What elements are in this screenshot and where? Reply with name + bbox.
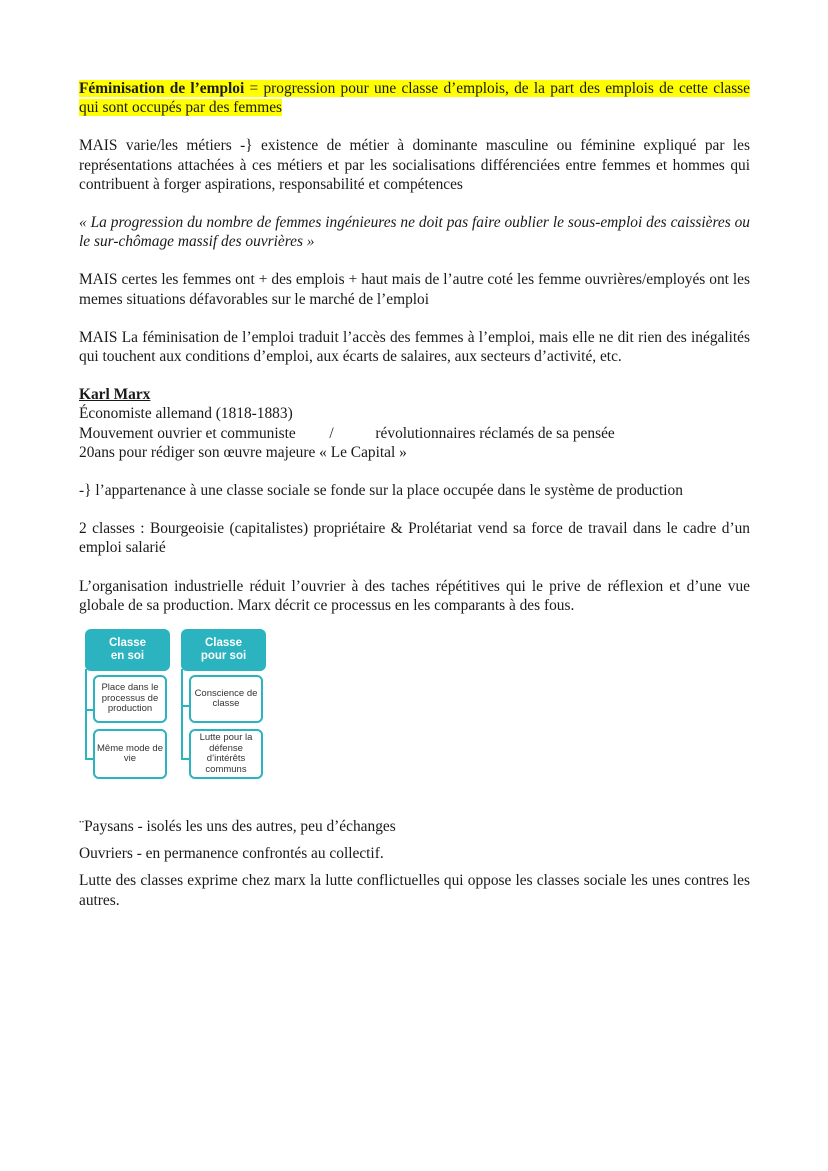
marx-movement-line [79,424,750,443]
paragraph-emplois-haut: MAIS certes les femmes ont + des emplois + haut mais de l’autre coté les femme ouvrières/employés ont les memes situations défavorables sur le marché de l’emploi [79,271,750,308]
box-meme-mode-de-vie: Même mode de vie [93,729,167,779]
paragraph-deux-classes: 2 classes : Bourgeoisie (capitalistes) propriétaire & Prolétariat vend sa force de travail dans le cadre d’un emploi salarié [79,520,750,557]
marx-heading: Karl Marx [79,386,151,404]
paragraph-metiers: MAIS varie/les métiers -} existence de métier à dominante masculine ou féminine expliqué par les représentations attachées à ces métiers et par les socialisations différenciées entre femmes et hommes qui contribuent à forger aspirations, responsabilité et compétences [79,137,750,193]
closing-paysans: ¨Paysans - isolés les uns des autres, peu d’échanges [79,818,396,836]
closing-ouvriers: Ouvriers - en permanence confrontés au collectif. [79,845,384,863]
closing-lutte-classes: Lutte des classes exprime chez marx la lutte conflictuelles qui oppose les classes sociale les unes contres les autres. [79,872,750,909]
box-lutte-defense: Lutte pour la défense d’intérêts communs [189,729,263,779]
paragraph-organisation: L’organisation industrielle réduit l’ouvrier à des taches répétitives qui le prive de réflexion et d’une vue globale de sa production. Marx décrit ce processus en les comparants à des fous. [79,577,750,614]
definition-term: Féminisation de l’emploi [79,80,245,97]
paragraph-inegalites: MAIS La féminisation de l’emploi traduit l’accès des femmes à l’emploi, mais elle ne dit rien des inégalités qui touchent aux conditions d’emploi, aux écarts de salaires, aux secteurs d’activité, etc. [79,328,750,366]
header-classe-pour-soi: Classe pour soi [181,629,266,671]
definition-paragraph [79,79,750,117]
marx-section [79,385,750,462]
document-page [79,79,750,910]
header-classe-en-soi: Classe en soi [85,629,170,671]
box-conscience-classe: Conscience de classe [189,675,263,723]
definition-text: = progression pour une classe d’emplois, de la part des emplois de cette classe qui sont occupés par des femmes [79,80,751,117]
marx-revolutionary-text: révolutionnaires réclamés de sa pensée [375,424,615,442]
marx-separator: / [329,424,334,442]
class-diagram [81,629,281,789]
box-place-processus: Place dans le processus de production [93,675,167,723]
marx-capital-line: 20ans pour rédiger son œuvre majeure « Le Capital » [79,443,407,461]
quote-paragraph: « La progression du nombre de femmes ingénieures ne doit pas faire oublier le sous-emploi des caissières ou le sur-chômage massif des ouvrières » [79,214,750,251]
marx-bio-line: Économiste allemand (1818-1883) [79,405,293,423]
paragraph-appartenance: -} l’appartenance à une classe sociale se fonde sur la place occupée dans le système de production [79,482,683,500]
marx-movement-text: Mouvement ouvrier et communiste [79,424,296,442]
